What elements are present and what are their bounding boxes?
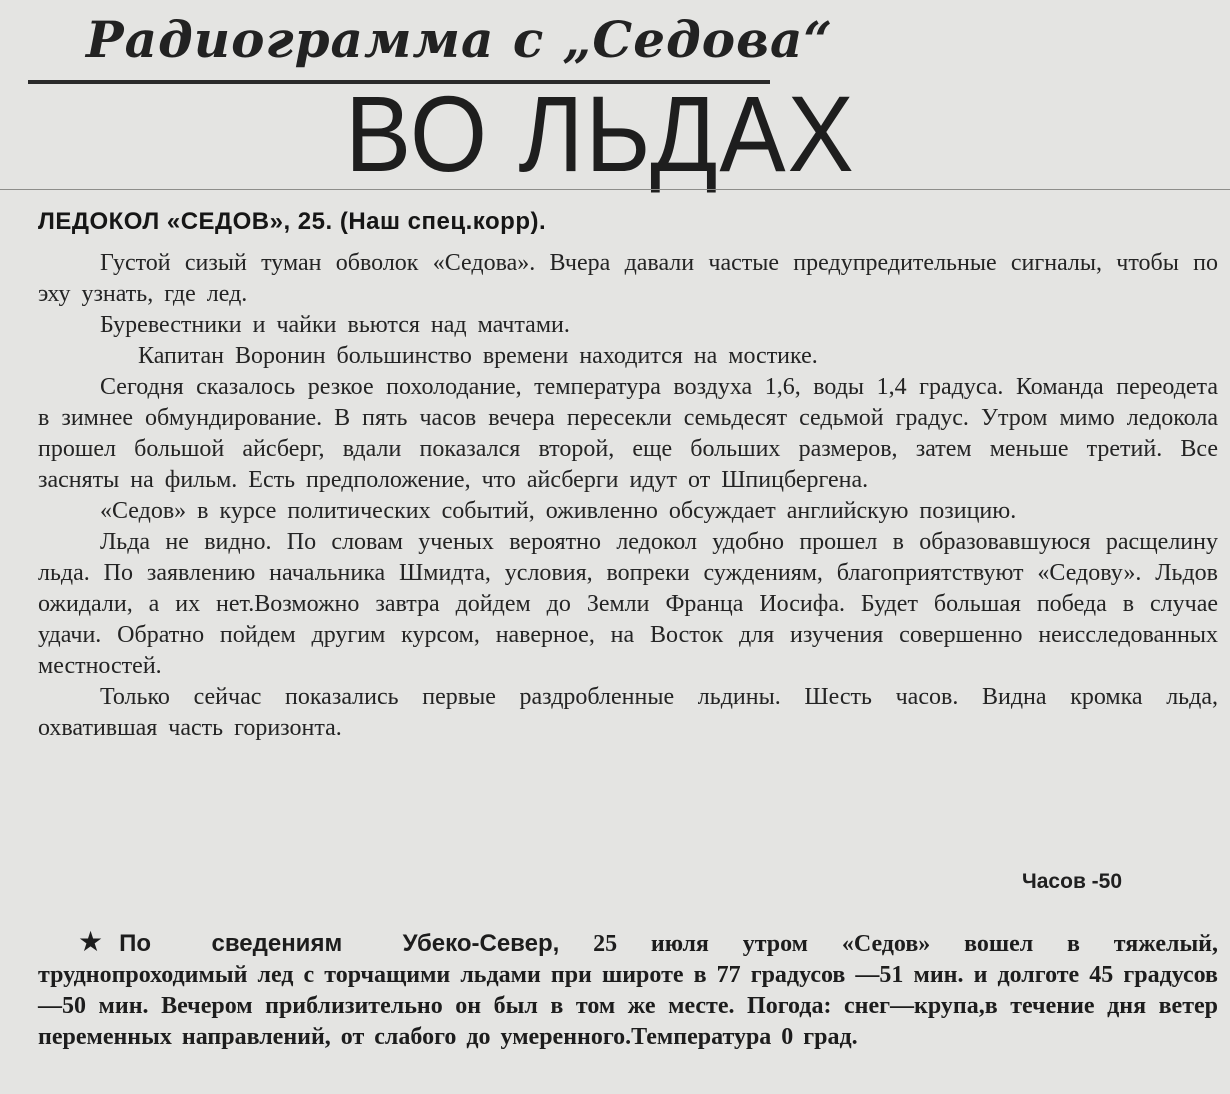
paragraph: «Седов» в курсе политических событий, оживленно обсуждает английскую позицию. <box>100 498 1017 524</box>
rubric-title: Радиограмма с „Седова“ <box>86 10 834 69</box>
headline-divider <box>0 189 1230 190</box>
paragraph: Льда не видно. По словам ученых вероятно ледокол удобно прошел в образовавшуюся расщелину льда. По заявлению начальника Шмидта, условия, вопреки суждениям, благоприятствуют «Седову». Льдов ожидали, а их нет.Возможно завтра дойдем до Земли Франца Иосифа. Будет большая победа в случае удачи. Обратно пойдем другим курсом, наверное, на Восток для изучения совершенно неисследованных местностей. <box>38 529 1218 679</box>
paragraph: Густой сизый туман обволок «Седова». Вчера давали частые предупредительные сигналы, чтобы по эху узнать, где лед. <box>38 250 1218 307</box>
paragraph: Буревестники и чайки вьются над мачтами. <box>100 312 570 338</box>
star-icon: ★ <box>78 925 104 958</box>
report-lead: По сведениям Убеко-Север, <box>119 930 560 957</box>
report-text: 25 июля утром «Седов» вошел в тяжелый, труднопроходимый лед с торчащими льдами при широте в 77 градусов —51 мин. и долготе 45 градусов—50 мин. Вечером приблизительно он был в том же месте. Погода: снег—крупа,в течение дня ветер переменных направлений, от слабого до умеренного.Температура 0 град. <box>38 931 1219 1050</box>
headline: ВО ЛЬДАХ <box>345 73 856 194</box>
article-body <box>38 248 1218 744</box>
news-report <box>38 926 1218 1053</box>
paragraph: Сегодня сказалось резкое похолодание, температура воздуха 1,6, воды 1,4 градуса. Команда переодета в зимнее обмундирование. В пять часов вечера пересекли семьдесят седьмой градус. Утром мимо ледокола прошел большой айсберг, вдали показался второй, еще больших размеров, затем меньше третий. Все засняты на фильм. Есть предположение, что айсберги идут от Шпицбергена. <box>38 374 1218 493</box>
dateline: ЛЕДОКОЛ «СЕДОВ», 25. (Наш спец.корр). <box>38 208 547 235</box>
paragraph: Капитан Воронин большинство времени находится на мостике. <box>138 343 818 369</box>
signature: Часов -50 <box>1022 870 1123 893</box>
paragraph: Только сейчас показались первые раздробленные льдины. Шесть часов. Видна кромка льда, охватившая часть горизонта. <box>38 684 1218 741</box>
